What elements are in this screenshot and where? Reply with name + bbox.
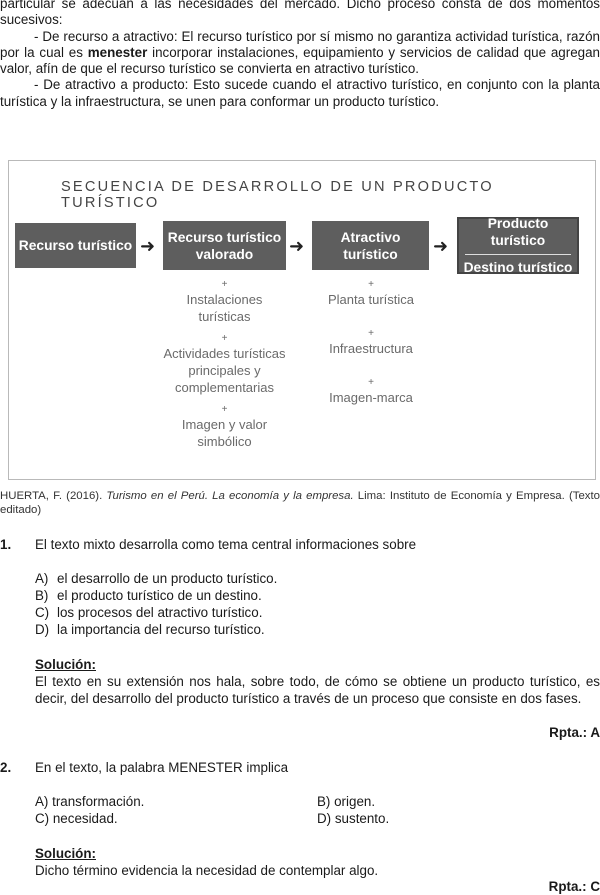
intro-text [0, 0, 600, 110]
intro-paragraph-3: - De atractivo a producto: Esto sucede cuando el atractivo turístico, en conjunto con la planta turística y la infraestructura, se unen para conformar un producto turístico. [0, 77, 600, 109]
solution-2 [35, 845, 600, 879]
solution-text: Dicho término evidencia la necesidad de contemplar algo. [35, 863, 379, 878]
arrow-right-icon: ➜ [140, 236, 156, 256]
answer-1: Rpta.: A [549, 725, 600, 740]
option-b: B) el producto turístico de un destino. [35, 588, 262, 603]
question-number: 2. [0, 760, 12, 775]
solution-1 [35, 656, 600, 707]
option-d: D) sustento. [317, 811, 390, 826]
intro-line1: particular se adecúan a las necesidades del mercado. Dicho proceso consta de dos momentos sucesivos: [0, 0, 600, 28]
figure-title: SECUENCIA DE DESARROLLO DE UN PRODUCTO TURÍSTICO [61, 179, 494, 211]
keyword-menester: menester [87, 44, 148, 60]
question-text: El texto mixto desarrolla como tema central informaciones sobre [35, 537, 417, 552]
column-complementos-recurso: + Instalaciones turísticas + Actividades turísticas principales y complementarias + Imagen y valor simbólico [163, 279, 286, 449]
question-number: 1. [0, 537, 12, 552]
question-2-options [35, 793, 600, 829]
box-producto-turistico: Producto turístico Destino turístico [457, 217, 579, 274]
option-c: C) los procesos del atractivo turístico. [35, 605, 263, 620]
column-complementos-atractivo: + Planta turística + Infraestructura + Imagen-marca [328, 279, 414, 405]
intro-paragraph-2: - De recurso a atractivo: El recurso turístico por sí mismo no garantiza actividad turística, razón por la cual es menester incorporar instalaciones, equipamiento y servicios de calidad que agregan valor, afín de que el recurso turístico se convierta en atractivo turístico. [0, 28, 600, 77]
box-atractivo-turistico: Atractivo turístico [312, 221, 429, 270]
arrow-right-icon: ➜ [433, 236, 449, 256]
option-a: A) transformación. [35, 794, 145, 809]
box-recurso-valorado: Recurso turístico valorado [163, 221, 286, 270]
question-1-options [35, 570, 600, 638]
option-d: D) la importancia del recurso turístico. [35, 622, 265, 637]
figure-source: HUERTA, F. (2016). Turismo en el Perú. La economía y la empresa. Lima: Instituto de Economía y Empresa. (Texto editado) [0, 490, 600, 517]
arrow-right-icon: ➜ [289, 236, 305, 256]
option-c: C) necesidad. [35, 811, 118, 826]
option-b: B) origen. [317, 794, 376, 809]
solution-text: El texto en su extensión nos hala, sobre todo, de cómo se obtiene un producto turístico, es decir, del desarrollo del producto turístico a través de un proceso que consiste en dos fases. [35, 674, 600, 706]
solution-label: Solución: [35, 846, 96, 861]
box-recurso-turistico: Recurso turístico [15, 223, 136, 268]
process-figure [8, 160, 596, 480]
solution-label: Solución: [35, 657, 96, 672]
option-a: A) el desarrollo de un producto turístico. [35, 571, 278, 586]
answer-2: Rpta.: C [548, 879, 600, 894]
question-text: En el texto, la palabra MENESTER implica [35, 760, 289, 775]
